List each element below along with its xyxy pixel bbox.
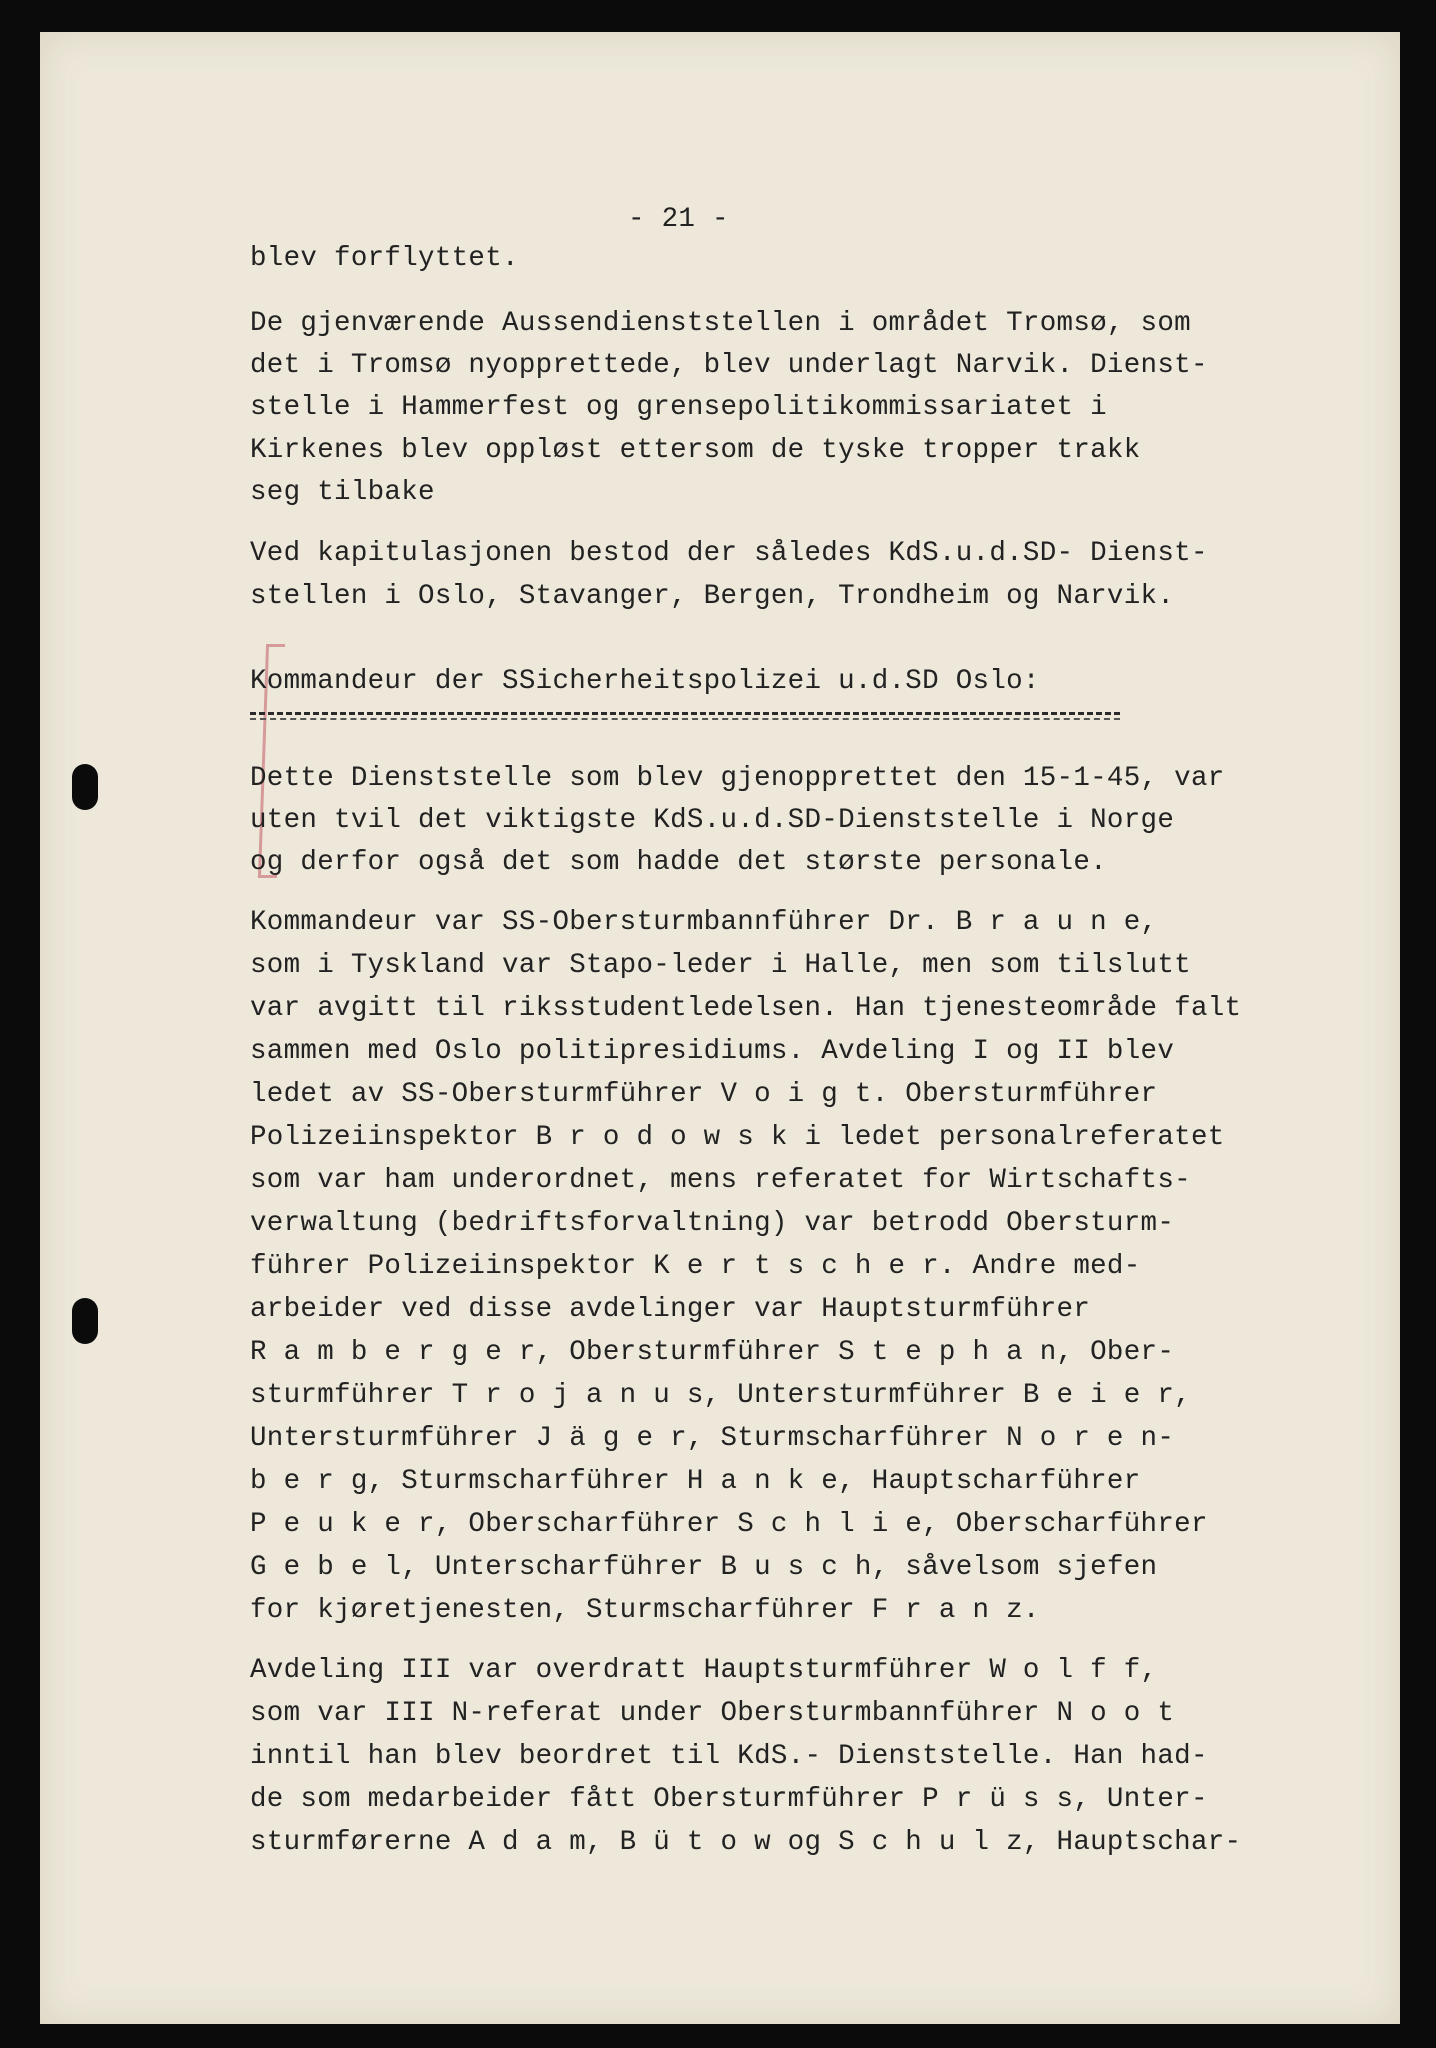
section-heading: Kommandeur der SSicherheitspolizei u.d.SD Oslo: (250, 666, 1040, 697)
intro-line: blev forflyttet. (250, 243, 519, 274)
heading-underline (250, 712, 1120, 715)
paragraph-line: Dette Dienststelle som blev gjenopprettet den 15-1-45, var (250, 763, 1225, 794)
paragraph-line: sammen med Oslo politipresidiums. Avdeling I og II blev (250, 1036, 1175, 1067)
paragraph-line: Kommandeur var SS-Obersturmbannführer Dr. B r a u n e, (250, 907, 1158, 938)
paragraph-line: führer Polizeiinspektor K e r t s c h e r. Andre med- (250, 1251, 1141, 1282)
paragraph-line: og derfor også det som hadde det største personale. (250, 847, 1107, 878)
paragraph-line: verwaltung (bedriftsforvaltning) var betrodd Obersturm- (250, 1208, 1175, 1239)
document-page (40, 32, 1400, 2024)
heading-underline-second (250, 718, 1120, 720)
paragraph-line: inntil han blev beordret til KdS.- Dienststelle. Han had- (250, 1741, 1208, 1772)
paragraph-line: seg tilbake (250, 477, 435, 508)
paragraph-line: de som medarbeider fått Obersturmführer P r ü s s, Unter- (250, 1784, 1208, 1815)
paragraph-line: De gjenværende Aussendienststellen i området Tromsø, som (250, 308, 1191, 339)
paragraph-line: sturmførerne A d a m, B ü t o w og S c h u l z, Hauptschar- (250, 1827, 1242, 1858)
page-number: - 21 - (628, 204, 729, 235)
paragraph-line: Polizeiinspektor B r o d o w s k i ledet personalreferatet (250, 1122, 1225, 1153)
typewritten-text (40, 32, 1400, 2024)
paragraph-line: som var ham underordnet, mens referatet for Wirtschafts- (250, 1165, 1191, 1196)
paragraph-line: sturmführer T r o j a n u s, Untersturmführer B e i e r, (250, 1380, 1191, 1411)
paragraph-line: uten tvil det viktigste KdS.u.d.SD-Dienststelle i Norge (250, 805, 1175, 836)
paragraph-line: arbeider ved disse avdelinger var Hauptsturmführer (250, 1294, 1091, 1325)
paragraph-line: som i Tyskland var Stapo-leder i Halle, men som tilslutt (250, 950, 1191, 981)
paragraph-line: for kjøretjenesten, Sturmscharführer F r a n z. (250, 1595, 1040, 1626)
paragraph-line: Kirkenes blev oppløst ettersom de tyske tropper trakk (250, 435, 1141, 466)
paragraph-line: R a m b e r g e r, Obersturmführer S t e p h a n, Ober- (250, 1337, 1175, 1368)
paragraph-line: b e r g, Sturmscharführer H a n k e, Hauptscharführer (250, 1466, 1141, 1497)
paragraph-line: stelle i Hammerfest og grensepolitikommissariatet i (250, 392, 1107, 423)
paragraph-line: Ved kapitulasjonen bestod der således KdS.u.d.SD- Dienst- (250, 538, 1208, 569)
paragraph-line: ledet av SS-Obersturmführer V o i g t. Obersturmführer (250, 1079, 1158, 1110)
paragraph-line: Untersturmführer J ä g e r, Sturmscharführer N o r e n- (250, 1423, 1175, 1454)
paragraph-line: Avdeling III var overdratt Hauptsturmführer W o l f f, (250, 1655, 1158, 1686)
paragraph-line: var avgitt til riksstudentledelsen. Han tjenesteområde falt (250, 993, 1242, 1024)
paragraph-line: det i Tromsø nyopprettede, blev underlagt Narvik. Dienst- (250, 350, 1208, 381)
paragraph-line: P e u k e r, Oberscharführer S c h l i e, Oberscharführer (250, 1509, 1208, 1540)
paragraph-line: stellen i Oslo, Stavanger, Bergen, Trondheim og Narvik. (250, 581, 1175, 612)
paragraph-line: som var III N-referat under Obersturmbannführer N o o t (250, 1698, 1175, 1729)
paragraph-line: G e b e l, Unterscharführer B u s c h, såvelsom sjefen (250, 1552, 1158, 1583)
